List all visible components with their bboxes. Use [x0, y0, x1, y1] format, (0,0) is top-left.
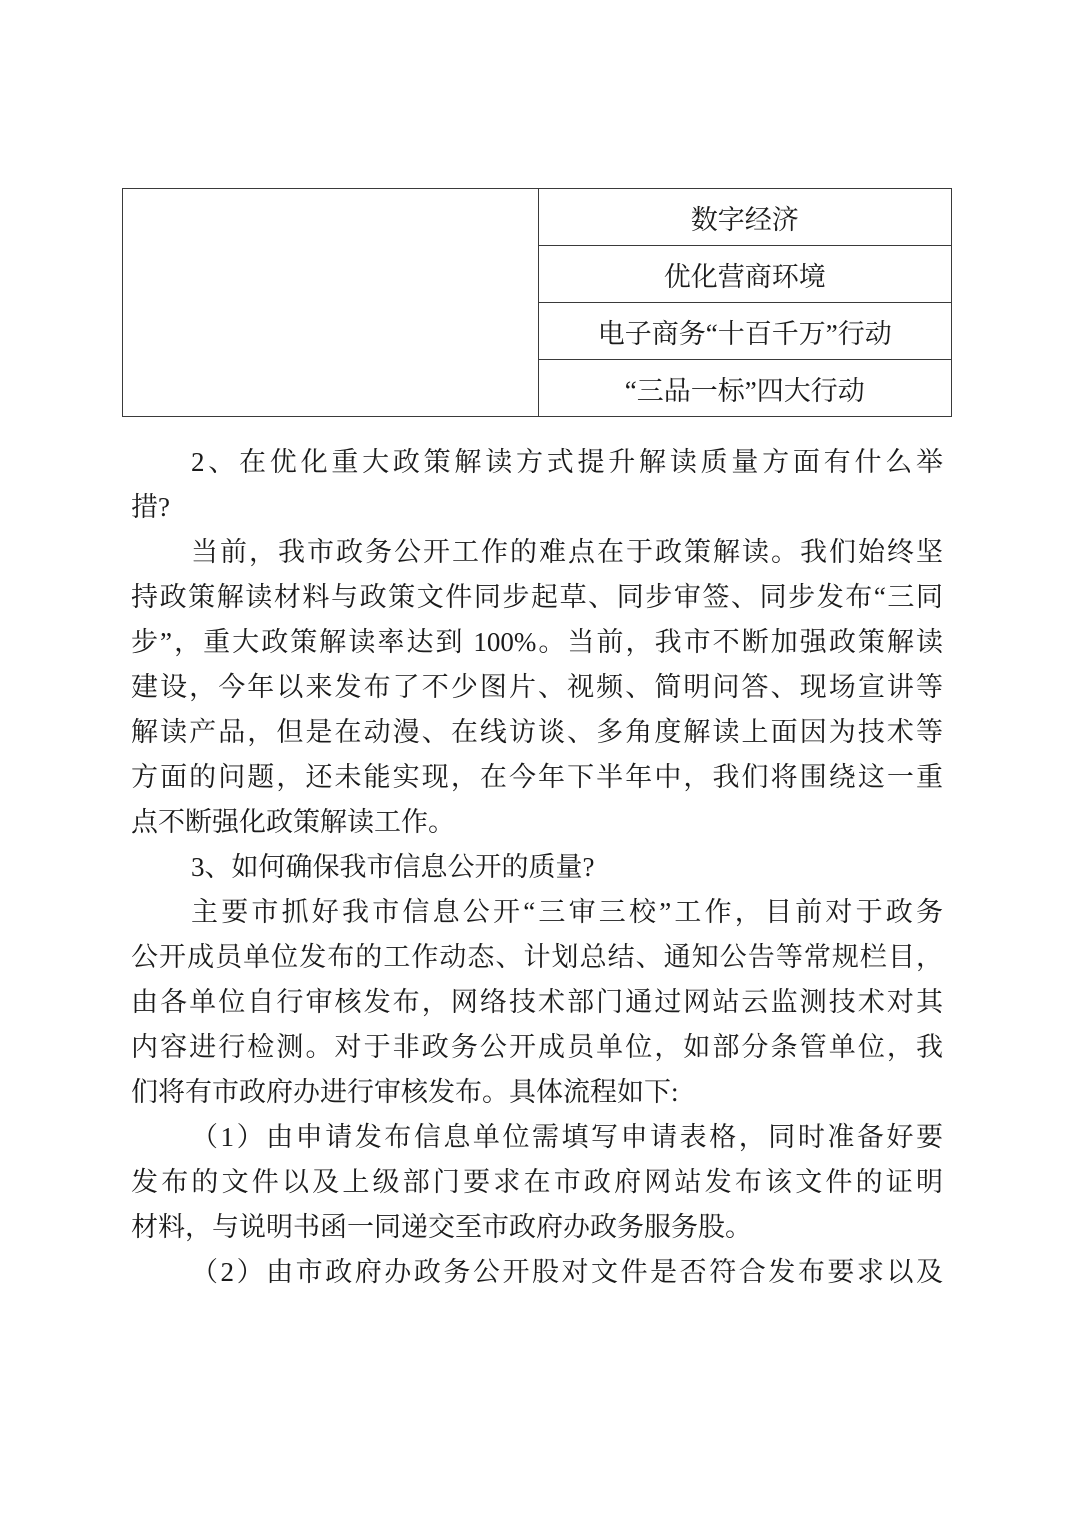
info-quality-answer [131, 890, 943, 1115]
policy-interpretation-answer [131, 530, 943, 845]
text-line: （1）由申请发布信息单位需填写申请表格，同时准备好要 [191, 1122, 943, 1152]
procedure-step-2 [131, 1250, 943, 1295]
question-2-heading [131, 440, 943, 530]
text-line: 3、如何确保我市信息公开的质量? [191, 852, 595, 882]
text-line: 解读产品，但是在动漫、在线访谈、多角度解读上面因为技术等 [131, 717, 943, 747]
text-line: 材料，与说明书函一同递交至市政府办政务服务股。 [131, 1212, 752, 1242]
document-body [131, 440, 943, 1295]
table-empty-merged-cell [123, 189, 539, 417]
text-line: 点不断强化政策解读工作。 [131, 807, 455, 837]
text-line: 主要市抓好我市信息公开“三审三校”工作，目前对于政务 [191, 897, 943, 927]
procedure-step-1 [131, 1115, 943, 1250]
question-3-heading [131, 845, 943, 890]
text-line: （2）由市政府办政务公开股对文件是否符合发布要求以及 [191, 1257, 943, 1287]
text-line: 当前，我市政务公开工作的难点在于政策解读。我们始终坚 [191, 537, 943, 567]
table-row [123, 189, 952, 246]
text-line: 方面的问题，还未能实现，在今年下半年中，我们将围绕这一重 [131, 762, 943, 792]
text-line: 措? [131, 492, 170, 522]
text-line: 由各单位自行审核发布，网络技术部门通过网站云监测技术对其 [131, 987, 943, 1017]
text-line: 发布的文件以及上级部门要求在市政府网站发布该文件的证明 [131, 1167, 943, 1197]
text-line: 2、在优化重大政策解读方式提升解读质量方面有什么举 [191, 447, 943, 477]
table-cell-three-products-action: “三品一标”四大行动 [538, 360, 952, 417]
text-line: 内容进行检测。对于非政务公开成员单位，如部分条管单位，我 [131, 1032, 943, 1062]
text-line: 建设，今年以来发布了不少图片、视频、简明问答、现场宣讲等 [131, 672, 943, 702]
policy-actions-table [122, 188, 952, 417]
table-cell-ecommerce-action: 电子商务“十百千万”行动 [538, 303, 952, 360]
text-line: 持政策解读材料与政策文件同步起草、同步审签、同步发布“三同 [131, 582, 943, 612]
text-line: 步”，重大政策解读率达到 100%。当前，我市不断加强政策解读 [131, 627, 943, 657]
table-cell-digital-economy: 数字经济 [538, 189, 952, 246]
table-cell-business-environment: 优化营商环境 [538, 246, 952, 303]
text-line: 公开成员单位发布的工作动态、计划总结、通知公告等常规栏目， [131, 942, 943, 972]
text-line: 们将有市政府办进行审核发布。具体流程如下: [131, 1077, 679, 1107]
